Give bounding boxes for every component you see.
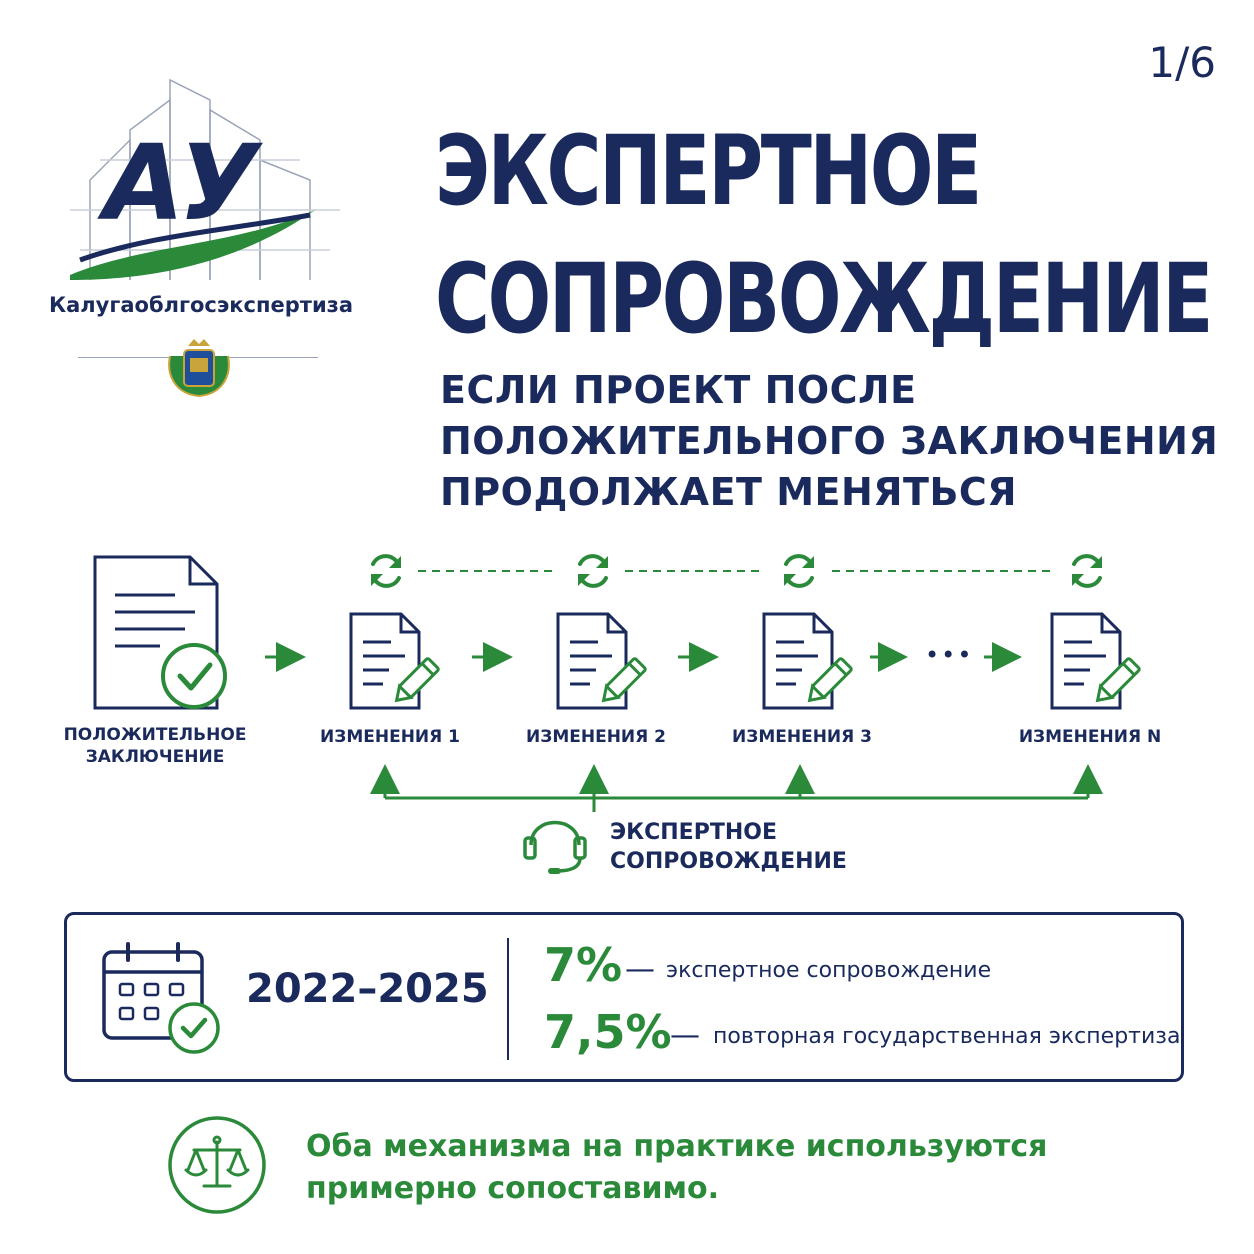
title-line-2: СОПРОВОЖДЕНИЕ <box>435 242 1212 355</box>
logo <box>60 70 350 300</box>
document-edit-icon <box>762 612 854 716</box>
stats-years: 2022–2025 <box>246 966 489 1012</box>
step-label-3: ИЗМЕНЕНИЯ 3 <box>732 727 872 747</box>
start-label-line-1: ПОЛОЖИТЕЛЬНОЕ <box>63 725 247 745</box>
subtitle-line-2: ПОЛОЖИТЕЛЬНОГО ЗАКЛЮЧЕНИЯ <box>440 419 1219 463</box>
stat-value-1: 7% <box>544 938 623 992</box>
support-label <box>610 818 847 876</box>
start-label <box>55 724 255 768</box>
stat-label-1: экспертное сопровождение <box>666 958 992 983</box>
start-label-line-2: ЗАКЛЮЧЕНИЕ <box>85 747 225 767</box>
page-subtitle <box>440 365 1218 518</box>
flow-ellipsis: ••• <box>925 641 974 669</box>
coat-of-arms-icon <box>166 336 232 402</box>
document-edit-icon <box>349 612 441 716</box>
document-check-icon <box>95 557 225 708</box>
stats-divider <box>507 938 509 1060</box>
refresh-icon <box>1066 550 1108 596</box>
scales-icon <box>166 1114 268 1220</box>
subtitle-line-3: ПРОДОЛЖАЕТ МЕНЯТЬСЯ <box>440 470 1018 514</box>
stat-dash-1: — <box>625 952 655 987</box>
step-label-n: ИЗМЕНЕНИЯ N <box>1018 727 1162 747</box>
step-label-2: ИЗМЕНЕНИЯ 2 <box>526 727 666 747</box>
subtitle-line-1: ЕСЛИ ПРОЕКТ ПОСЛЕ <box>440 368 917 412</box>
logo-org-name: Калугаоблгосэкспертиза <box>48 293 354 317</box>
footer-text <box>306 1126 1047 1210</box>
page-number: 1/6 <box>1148 38 1216 87</box>
support-label-line-2: СОПРОВОЖДЕНИЕ <box>610 849 847 874</box>
footer-line-1: Оба механизма на практике используются <box>306 1129 1048 1164</box>
stat-label-2: повторная государственная экспертиза <box>713 1024 1181 1049</box>
step-label-1: ИЗМЕНЕНИЯ 1 <box>320 727 460 747</box>
stat-value-2: 7,5% <box>544 1005 672 1059</box>
logo-letters: АУ <box>104 122 253 244</box>
support-label-line-1: ЭКСПЕРТНОЕ <box>610 820 777 845</box>
document-edit-icon <box>556 612 648 716</box>
calendar-check-icon <box>100 940 224 1062</box>
title-line-1: ЭКСПЕРТНОЕ <box>435 115 980 227</box>
refresh-icon <box>778 550 820 596</box>
footer-line-2: примерно сопоставимо. <box>306 1171 720 1206</box>
stat-dash-2: — <box>670 1018 700 1053</box>
headset-icon <box>525 823 585 872</box>
refresh-icon <box>365 550 407 596</box>
document-edit-icon <box>1050 612 1142 716</box>
refresh-icon <box>572 550 614 596</box>
page-title <box>435 108 1211 363</box>
